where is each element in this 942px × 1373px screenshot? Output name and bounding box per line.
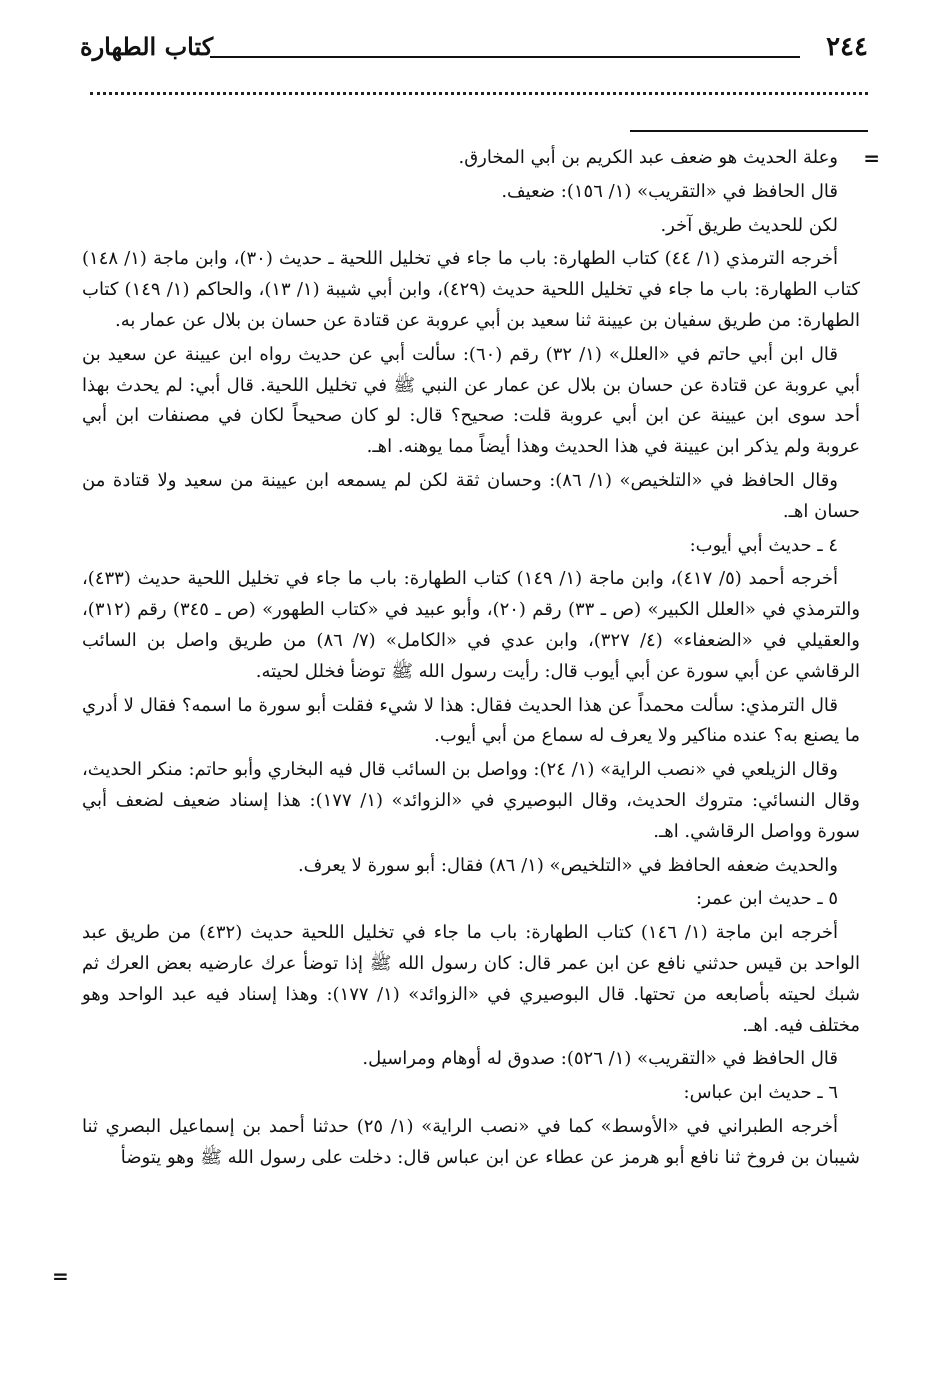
section-heading: ٤ ـ حديث أبي أيوب: bbox=[689, 534, 838, 556]
paragraph: قال الحافظ في «التقريب» (١/ ١٥٦): ضعيف. bbox=[501, 180, 838, 202]
footnote-rule bbox=[630, 130, 868, 132]
section-heading: ٥ ـ حديث ابن عمر: bbox=[696, 888, 838, 910]
paragraph: وقال الزيلعي في «نصب الراية» (١/ ٢٤): وواصل بن السائب قال فيه البخاري وأبو حاتم: منكر الحديث، وقال النسائي: متروك الحديث، وقال البوصيري في «الزوائد» (١/ ١٧٧): هذا إسناد ضعيف لضعف أبي سورة وواصل الرقاشي. اهـ. bbox=[82, 759, 860, 842]
paragraph: والحديث ضعفه الحافظ في «التلخيص» (١/ ٨٦) فقال: أبو سورة لا يعرف. bbox=[297, 854, 838, 876]
paragraph: أخرجه الطبراني في «الأوسط» كما في «نصب الراية» (١/ ٢٥) حدثنا أحمد بن إسماعيل البصري ثنا شيبان بن فروخ ثنا نافع أبو هرمز عن عطاء عن ابن عباس قال: دخلت على رسول الله ﷺ وهو يتوضأ bbox=[82, 1115, 860, 1168]
paragraph: وعلة الحديث هو ضعف عبد الكريم بن أبي المخارق. bbox=[458, 147, 838, 168]
paragraph: قال الحافظ في «التقريب» (١/ ٥٢٦): صدوق له أوهام ومراسيل. bbox=[362, 1048, 838, 1070]
footnote-body bbox=[82, 143, 860, 1177]
paragraph: أخرجه الترمذي (١/ ٤٤) كتاب الطهارة: باب ما جاء في تخليل اللحية ـ حديث (٣٠)، وابن ماجة (١/ ١٤٨) كتاب الطهارة: باب ما جاء في تخليل اللحية حديث (٤٢٩)، وابن أبي شيبة (١/ ١٣)، والحاكم (١/ ١٤٩) كتاب الطهارة: من طريق سفيان بن عيينة ثنا سعيد بن أبي عروبة عن قتادة عن حسان بن بلال عن عمار به. bbox=[82, 248, 860, 331]
section-heading: ٦ ـ حديث ابن عباس: bbox=[683, 1082, 838, 1104]
book-title: كتاب الطهارة bbox=[80, 32, 214, 61]
paragraph: وقال الحافظ في «التلخيص» (١/ ٨٦): وحسان ثقة لكن لم يسمعه ابن عيينة من سعيد ولا قتادة من حسان اهـ. bbox=[82, 469, 860, 522]
paragraph: أخرجه ابن ماجة (١/ ١٤٦) كتاب الطهارة: باب ما جاء في تخليل اللحية حديث (٤٣٢) من طريق عبد الواحد بن قيس حدثني نافع عن ابن عمر قال: كان رسول الله ﷺ إذا توضأ عرك عارضيه بعض العرك ثم شبك لحيته بأصابعه من تحتها. قال البوصيري في «الزوائد» (١/ ١٧٧): وهذا إسناد فيه عبد الواحد وهو مختلف فيه. اهـ. bbox=[82, 922, 860, 1036]
continuation-marker-top: = bbox=[863, 146, 880, 170]
paragraph: أخرجه أحمد (٥/ ٤١٧)، وابن ماجة (١/ ١٤٩) كتاب الطهارة: باب ما جاء في تخليل اللحية حديث (٤٣٣)، والترمذي في «العلل الكبير» (ص ـ ٣٣) رقم (٢٠)، وأبو عبيد في «كتاب الطهور» (ص ـ ٣٤٥) رقم (٣١٢)، والعقيلي في «الضعفاء» (٤/ ٣٢٧)، وابن عدي في «الكامل» (٧/ ٨٦) من طريق واصل بن السائب الرقاشي عن أبي سورة عن أبي أيوب قال: رأيت رسول الله ﷺ توضأ فخلل لحيته. bbox=[82, 568, 861, 682]
continuation-marker-bottom: = bbox=[52, 1264, 69, 1288]
paragraph: قال الترمذي: سألت محمداً عن هذا الحديث فقال: هذا لا شيء فقلت أبو سورة ما اسمه؟ فقال لا أدري ما يصنع به؟ عنده مناكير ولا يعرف له سماع من أبي أيوب. bbox=[82, 694, 860, 747]
running-header bbox=[80, 30, 868, 70]
dotted-separator bbox=[90, 92, 868, 95]
paragraph: لكن للحديث طريق آخر. bbox=[660, 214, 838, 236]
header-rule bbox=[210, 56, 800, 58]
paragraph: قال ابن أبي حاتم في «العلل» (١/ ٣٢) رقم (٦٠): سألت أبي عن حديث رواه ابن عيينة عن سعيد بن أبي عروبة عن قتادة عن حسان بن بلال عن عمار عن النبي ﷺ في تخليل اللحية. قال أبي: لم يحدث بهذا أحد سوى ابن عيينة عن ابن أبي عروبة قلت: صحيح؟ قال: لو كان صحيحاً لكان في مصنفات ابن أبي عروبة ولم يذكر ابن عيينة في هذا الحديث وهذا أيضاً مما يوهنه. اهـ. bbox=[82, 343, 861, 458]
page-number: ٢٤٤ bbox=[826, 32, 868, 62]
